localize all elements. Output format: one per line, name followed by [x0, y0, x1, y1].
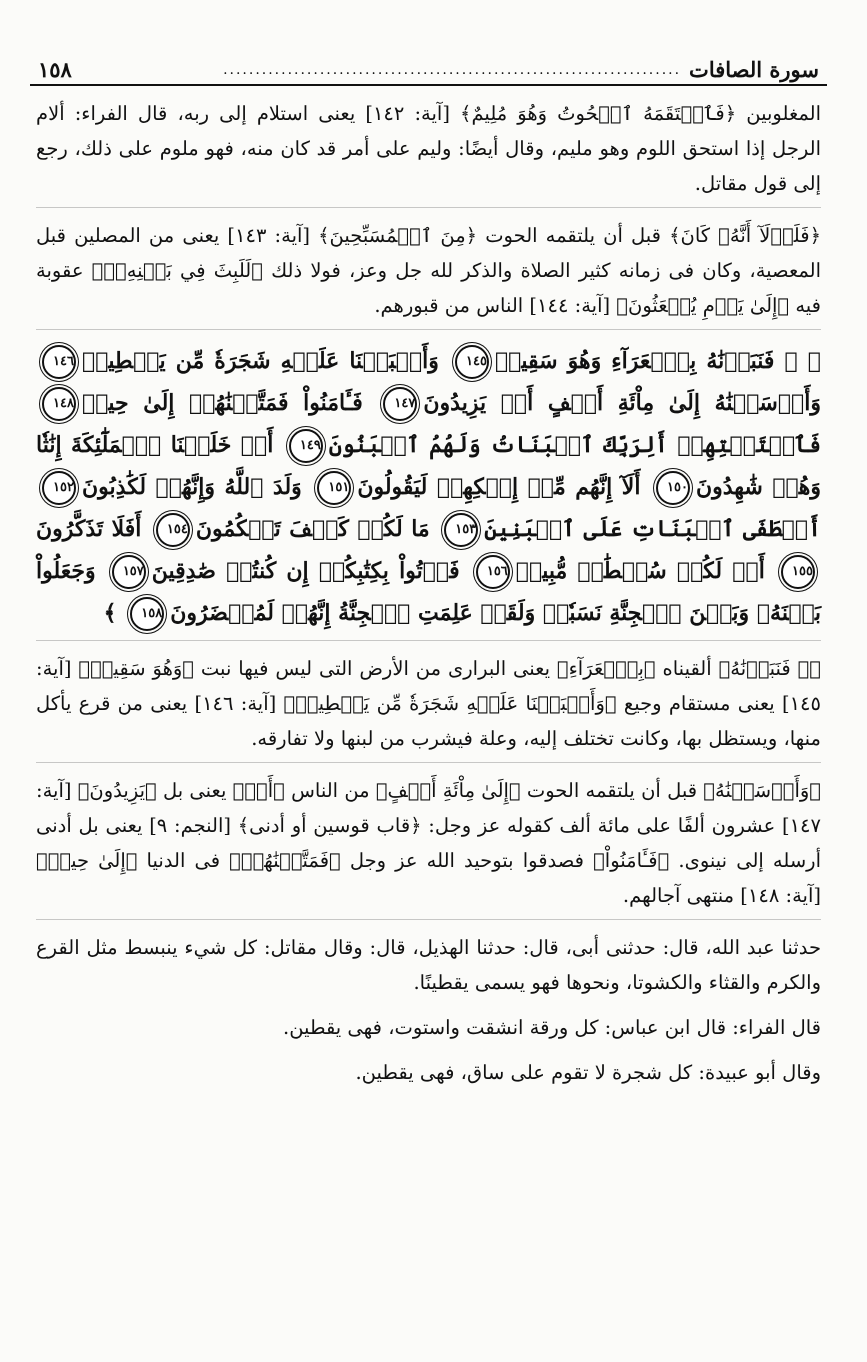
- line: قوسين أو أدنى﴾ [النجم: ٩] يعنى بل أدنى أرسله إلى نينوى. ﴿فَـَٔامَنُواْ﴾ فصدقوا: [36, 814, 822, 872]
- verse-text: وَجَعَلُواْ بَيۡنَهُۥ وَبَيۡنَ ٱلۡجِنَّةِ نَسَبٗاۚ وَلَقَدۡ عَلِمَتِ ٱلۡجِنَّةُ إِنَّهُمۡ لَمُحۡضَرُونَ: [36, 558, 821, 626]
- verse-text: مَا لَكُمۡ كَيۡفَ تَحۡكُمُونَ: [195, 516, 430, 542]
- paragraph-3: [36, 651, 821, 756]
- surah-title: سورة الصافات: [689, 57, 819, 82]
- verse-text: أَفَلَا تَذَكَّرُونَ: [36, 516, 142, 542]
- ayah-marker: ١٥٢: [42, 471, 76, 505]
- ayah-marker: ١٤٦: [42, 345, 76, 379]
- paragraph-2: [36, 218, 821, 323]
- verse-text: وَأَرۡسَلۡنَٰهُ إِلَىٰ مِاْئَةِ أَلۡفٍ أَوۡ يَزِيدُونَ: [423, 390, 821, 416]
- divider: [36, 640, 821, 641]
- verse-text: فَأۡتُواْ بِكِتَٰبِكُمۡ إِن كُنتُمۡ صَٰدِقِينَ: [151, 558, 460, 584]
- page-header: [30, 52, 827, 86]
- ayah-marker: ١٥٧: [112, 555, 146, 589]
- line: ١٤٦] يعنى من قرع يأكل منها، ويستظل بها، وكانت تختلف إليه، وعلة فيشرب من: [36, 692, 821, 750]
- line: الرجل إذا استحق اللوم وهو مليم، وقال أيضًا: وليم على أمر قد كان منه، فهو ملوم: [159, 137, 821, 160]
- line: حدثنا عبد الله، قال: حدثنى أبى، قال: حدثنا الهذيل، قال: وقال مقاتل: كل شيء: [184, 936, 822, 959]
- page-content: [30, 86, 827, 1090]
- line: المصلين قبل المعصية، وكان فى زمانه كثير الصلاة والذكر لله جل وعز، فولا ذلك: [36, 224, 821, 282]
- ayah-marker: ١٤٧: [383, 387, 417, 421]
- line: ﴿وَهُوَ سَقِيمٞ﴾ [آية: ١٤٥] يعنى مستقام وجيع ﴿وَأَنۢبَتۡنَا عَلَيۡهِ شَجَرَةٗ مِّن يَقۡطِينٖ﴾ [آية:: [36, 657, 821, 715]
- ayah-marker: ١٥٠: [656, 471, 690, 505]
- line: قال الفراء: قال ابن عباس: كل ورقة انشقت واستوت، فهى يقطين.: [283, 1016, 821, 1039]
- ayah-marker: ١٤٩: [289, 429, 323, 463]
- ayah-marker: ١٤٥: [455, 345, 489, 379]
- line: ﴿وَأَرۡسَلۡنَٰهُ﴾ قبل أن يلتقمه الحوت ﴿إِلَىٰ مِاْئَةِ أَلۡفٍ﴾ من الناس ﴿أَوۡ﴾ يعنى بل: [162, 779, 822, 802]
- divider: [36, 919, 821, 920]
- ayah-marker: ١٥٨: [130, 597, 164, 631]
- line: ﴿۞ فَنَبَذۡنَٰهُ﴾ ألقيناه ﴿بِٱلۡعَرَآءِ﴾ يعنى البرارى من الأرض التى ليس فيها نبت: [200, 657, 821, 680]
- line: المغلوبين ﴿فَٱلۡتَقَمَهُ ٱلۡحُوتُ وَهُوَ مُلِيمٌ﴾ [آية: ١٤٢] يعنى استلام إلى ربه، قال الفراء: ألام: [36, 102, 821, 125]
- ayah-marker: ١٥٤: [156, 513, 190, 547]
- header-dots: .......................................................................: [223, 62, 682, 78]
- ayah-marker: ١٥٥: [781, 555, 815, 589]
- spacer: [36, 1045, 821, 1055]
- paragraph-5: [36, 930, 821, 1000]
- quran-verses-block: [36, 340, 821, 634]
- verse-text: وَلَدَ ٱللَّهُ وَإِنَّهُمۡ لَكَٰذِبُونَ: [82, 474, 302, 500]
- paragraph-1: [36, 96, 821, 201]
- verse-text: وَأَنۢبَتۡنَا عَلَيۡهِ شَجَرَةٗ مِّن يَقۡطِينٖ: [82, 348, 439, 374]
- paragraph-6: [36, 1010, 821, 1045]
- verse-text: أَمۡ لَكُمۡ سُلۡطَٰنٞ مُّبِينٞ: [515, 558, 765, 584]
- line: ينبسط مثل القرع والكرم والقثاء والكشوتا، ونحوها فهو يسمى يقطينًا.: [36, 936, 821, 994]
- verse-text: ﴿ ۞ فَنَبَذۡنَٰهُ بِٱلۡعَرَآءِ وَهُوَ سَقِيمٞ: [494, 348, 821, 374]
- verse-text: أَلَآ إِنَّهُم مِّنۡ إِفۡكِهِمۡ لَيَقُولُونَ: [357, 474, 641, 500]
- line: وقال أبو عبيدة: كل شجرة لا تقوم على ساق، فهى يقطين.: [355, 1061, 821, 1084]
- line: ﴿يَزِيدُونَ﴾ [آية: ١٤٧] عشرون ألفًا على مائة ألف كقوله عز وجل: ﴿قاب: [36, 779, 821, 837]
- ayah-marker: ١٤٨: [42, 387, 76, 421]
- page-number: ١٥٨: [38, 57, 72, 82]
- line: ﴿فَلَوۡلَآ أَنَّهُۥ كَانَ﴾ قبل أن يلتقمه الحوت ﴿مِنَ ٱلۡمُسَبِّحِينَ﴾ [آية: ١٤٣] يعنى من: [148, 224, 821, 247]
- verse-text: فَٱسۡتَفۡتِهِمۡ أَلِرَبِّكَ ٱلۡبَنَاتُ وَلَهُمُ ٱلۡبَنُونَ: [328, 432, 821, 458]
- spacer: [36, 1000, 821, 1010]
- paragraph-7: [36, 1055, 821, 1090]
- ayah-marker: ١٥٦: [476, 555, 510, 589]
- ayah-marker: ١٥٣: [444, 513, 478, 547]
- ayah-marker: ١٥١: [317, 471, 351, 505]
- paragraph-4: [36, 773, 821, 913]
- line: لبنها ولا تفارقه.: [251, 727, 374, 750]
- verse-text: أَصۡطَفَى ٱلۡبَنَاتِ عَلَى ٱلۡبَنِينَ: [484, 516, 821, 542]
- line: ﴿لَلَبِثَ فِي بَطۡنِهِۦٓ﴾ عقوبة فيه ﴿إِلَىٰ يَوۡمِ يُبۡعَثُونَ﴾ [آية: ١٤٤] الناس من قبورهم.: [36, 259, 821, 317]
- divider: [36, 329, 821, 330]
- divider: [36, 762, 821, 763]
- closing-bracket: ﴾: [103, 600, 117, 626]
- page: [30, 52, 827, 1090]
- verse-text: أَمۡ خَلَقۡنَا ٱلۡمَلَٰٓئِكَةَ إِنَٰثٗا وَهُمۡ شَٰهِدُونَ: [36, 432, 821, 500]
- line: على ذلك، رجع إلى قول مقاتل.: [36, 137, 821, 195]
- divider: [36, 207, 821, 208]
- line: بتوحيد الله عز وجل ﴿فَمَتَّعۡنَٰهُمۡ﴾ فى الدنيا ﴿إِلَىٰ حِينٖ﴾ [آية: ١٤٨] منتهى آجالهم.: [36, 849, 821, 907]
- verse-text: فَـَٔامَنُواْ فَمَتَّعۡنَٰهُمۡ إِلَىٰ حِينٖ: [82, 390, 363, 416]
